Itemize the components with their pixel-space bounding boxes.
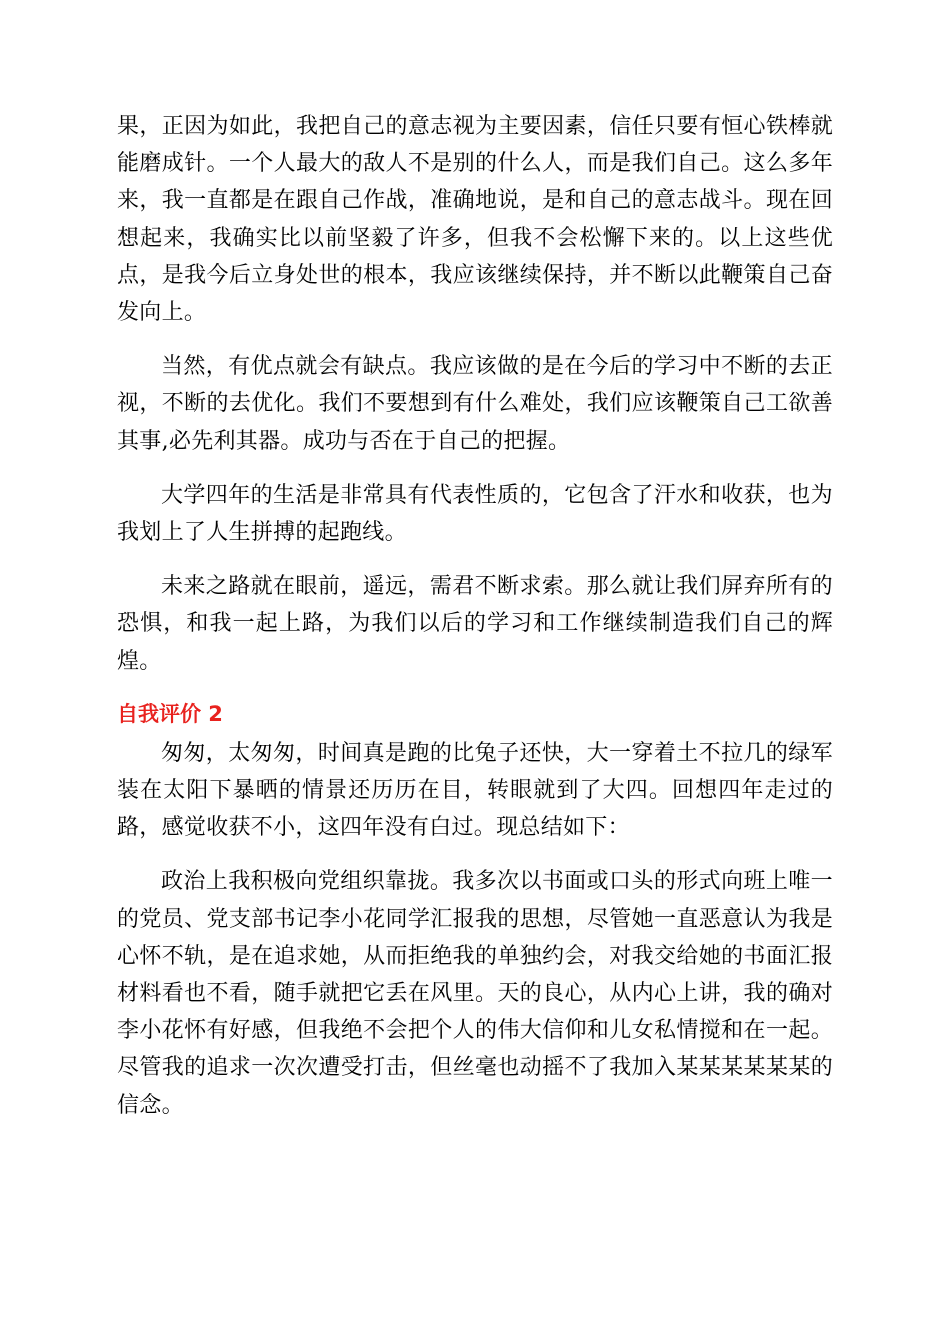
paragraph: 政治上我积极向党组织靠拢。我多次以书面或口头的形式向班上唯一的党员、党支部书记李小花同学汇报我的思想，尽管她一直恶意认为我是心怀不轨，是在追求她，从而拒绝我的单独约会，对我交给她的书面汇报材料看也不看，随手就把它丢在风里。天的良心，从内心上讲，我的确对李小花怀有好感，但我绝不会把个人的伟大信仰和儿女私情搅和在一起。尽管我的追求一次次遭受打击，但丝毫也动摇不了我加入某某某某某某的信念。 xyxy=(117,869,833,1118)
section-heading: 自我评价 2 xyxy=(117,701,223,726)
paragraph: 大学四年的生活是非常具有代表性质的，它包含了汗水和收获，也为我划上了人生拼搏的起跑线。 xyxy=(117,482,833,546)
paragraph: 匆匆，太匆匆，时间真是跑的比兔子还快，大一穿着土不拉几的绿军装在太阳下暴晒的情景还历历在目，转眼就到了大四。回想四年走过的路，感觉收获不小，这四年没有白过。现总结如下： xyxy=(117,740,833,841)
paragraph-continued: 果，正因为如此，我把自己的意志视为主要因素，信任只要有恒心铁棒就能磨成针。一个人最大的敌人不是别的什么人，而是我们自己。这么多年来，我一直都是在跟自己作战，准确地说，是和自己的意志战斗。现在回想起来，我确实比以前坚毅了许多，但我不会松懈下来的。以上这些优点，是我今后立身处世的根本，我应该继续保持，并不断以此鞭策自己奋发向上。 xyxy=(117,114,833,326)
document-page xyxy=(117,108,833,1141)
paragraph: 未来之路就在眼前，遥远，需君不断求索。那么就让我们屏弃所有的恐惧，和我一起上路，为我们以后的学习和工作继续制造我们自己的辉煌。 xyxy=(117,574,833,674)
paragraph: 当然，有优点就会有缺点。我应该做的是在今后的学习中不断的去正视，不断的去优化。我们不要想到有什么难处，我们应该鞭策自己工欲善其事,必先利其器。成功与否在于自己的把握。 xyxy=(117,354,833,454)
